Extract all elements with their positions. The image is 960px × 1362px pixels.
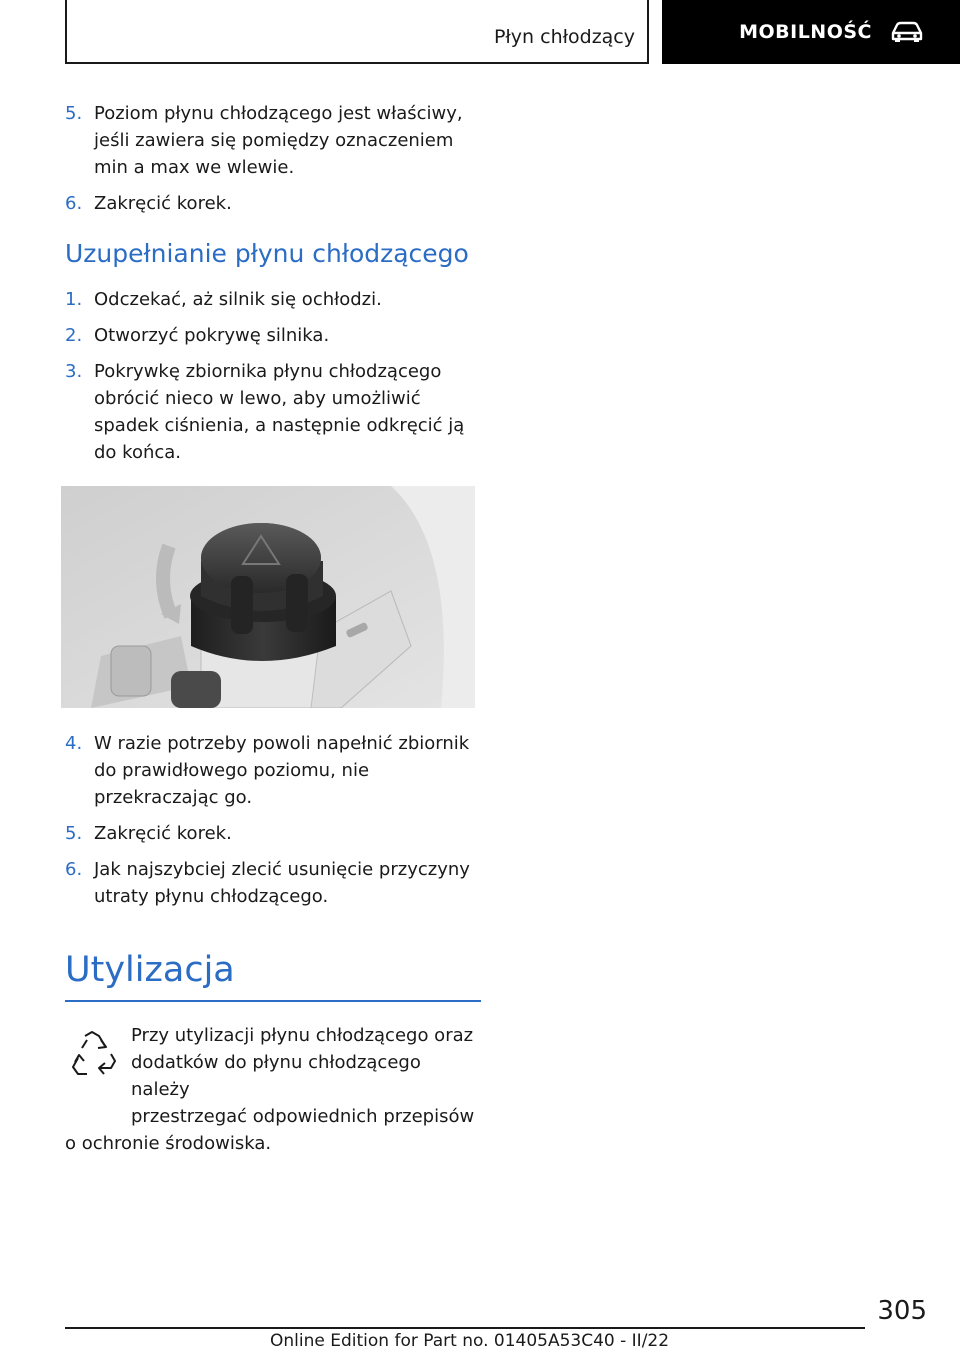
list-item [65, 286, 481, 313]
main-content [65, 100, 481, 1157]
step-text: Odczekać, aż silnik się ochłodzi. [94, 289, 382, 310]
step-number: 6. [65, 193, 83, 214]
step-text: Poziom płynu chłodzącego jest właściwy, jeśli zawiera się pomiędzy oznaczeniem min a max we wlewie. [94, 103, 463, 178]
list-item [65, 322, 481, 349]
footer-divider [65, 1327, 865, 1329]
step-number: 2. [65, 325, 83, 346]
coolant-cap-illustration [61, 486, 475, 708]
step-text: W razie potrzeby powoli napełnić zbiornik do prawidłowego poziomu, nie przekraczając go. [94, 733, 470, 808]
step-number: 3. [65, 361, 83, 382]
step-text: Jak najszybciej zlecić usunięcie przyczyny utraty płynu chłodzącego. [94, 859, 470, 907]
list-item [65, 358, 481, 466]
list-item [65, 100, 481, 181]
step-text: Zakręcić korek. [94, 193, 232, 214]
note-line: przestrzegać odpowiednich przepisów [131, 1106, 475, 1127]
car-icon [890, 21, 924, 43]
step-number: 6. [65, 859, 83, 880]
list-item [65, 730, 481, 811]
refill-heading: Uzupełnianie płynu chłodzącego [65, 239, 469, 268]
environment-note [65, 1022, 481, 1157]
recycle-icon [65, 1028, 119, 1082]
header-section-title: Płyn chłodzący [493, 26, 635, 48]
list-item [65, 856, 481, 910]
footer-edition: Online Edition for Part no. 01405A53C40 - II/22 [270, 1331, 670, 1351]
header-chapter-label: MOBILNOŚĆ [739, 21, 872, 43]
step-text: Pokrywkę zbiornika płynu chłodzącego obrócić nieco w lewo, aby umożliwić spadek ciśnienia, a następnie odkręcić ją do końca. [94, 361, 465, 463]
step-number: 5. [65, 823, 83, 844]
list-item [65, 820, 481, 847]
note-line: o ochronie środowiska. [65, 1133, 272, 1154]
step-number: 5. [65, 103, 83, 124]
coolant-cap-photo [61, 486, 475, 708]
header-chapter-tab[interactable] [662, 0, 960, 64]
step-number: 1. [65, 289, 83, 310]
note-line: dodatków do płynu chłodzącego należy [131, 1052, 421, 1100]
step-text: Otworzyć pokrywę silnika. [94, 325, 330, 346]
page-number: 305 [877, 1296, 927, 1326]
disposal-heading: Utylizacja [65, 950, 481, 1002]
list-item [65, 190, 481, 217]
note-line: Przy utylizacji płynu chłodzącego oraz [131, 1025, 474, 1046]
step-text: Zakręcić korek. [94, 823, 232, 844]
step-number: 4. [65, 733, 83, 754]
